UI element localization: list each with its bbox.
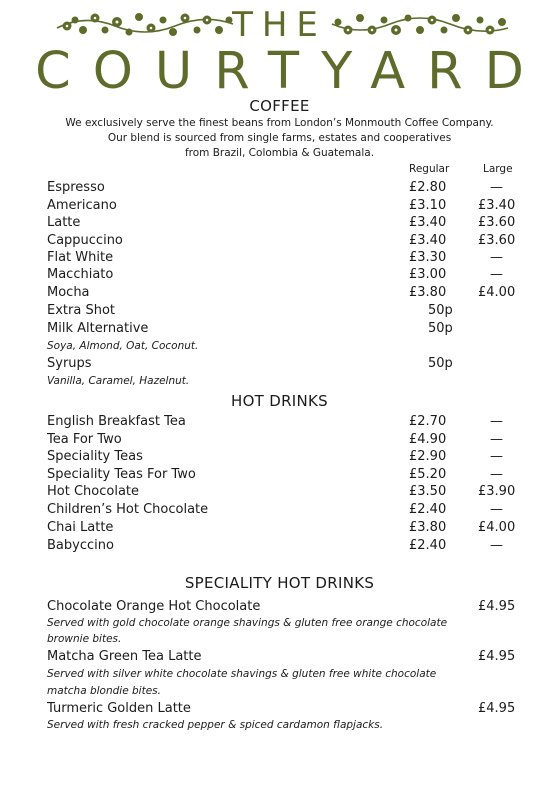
price-large: £3.40 (478, 198, 516, 213)
menu-item-name: Speciality Teas (47, 449, 143, 464)
price-regular: 50p (428, 356, 453, 371)
price-large: — (490, 414, 503, 429)
speciality-price: £4.95 (478, 701, 516, 716)
speciality-item-name: Matcha Green Tea Latte (47, 649, 202, 664)
menu-item-name: Latte (47, 215, 81, 230)
price-regular: £2.90 (409, 449, 447, 464)
menu-item-name: Tea For Two (47, 432, 122, 447)
price-regular: 50p (428, 321, 453, 336)
coffee-intro-line: We exclusively serve the finest beans from London’s Monmouth Coffee Company. (65, 117, 494, 129)
price-large: — (490, 432, 503, 447)
price-regular: £3.80 (409, 520, 447, 535)
price-regular: £2.70 (409, 414, 447, 429)
price-regular: 50p (428, 303, 453, 318)
menu-item-name: English Breakfast Tea (47, 414, 186, 429)
price-large: £4.00 (478, 285, 516, 300)
menu-item-name: Extra Shot (47, 303, 115, 318)
menu-item-name: Chai Latte (47, 520, 114, 535)
menu-item-name: Flat White (47, 250, 114, 265)
price-regular: £3.40 (409, 215, 447, 230)
coffee-intro-line: Our blend is sourced from single farms, estates and cooperatives (107, 132, 452, 144)
menu-item-name: Milk Alternative (47, 321, 149, 336)
price-regular: £4.90 (409, 432, 447, 447)
price-large: £3.90 (478, 484, 516, 499)
speciality-item-name: Turmeric Golden Latte (47, 701, 191, 716)
speciality-description: Served with fresh cracked pepper & spiced cardamon flapjacks. (47, 719, 384, 731)
price-regular: £3.80 (409, 285, 447, 300)
speciality-description: Served with gold chocolate orange shavings & gluten free orange chocolate (47, 617, 448, 629)
price-large: — (490, 502, 503, 517)
section-title-hot-drinks: HOT DRINKS (231, 392, 328, 410)
price-regular: £2.80 (409, 180, 447, 195)
speciality-description: Served with silver white chocolate shavings & gluten free white chocolate (47, 668, 437, 680)
price-large: £3.60 (478, 233, 516, 248)
price-large: £3.60 (478, 215, 516, 230)
brand-top-word: THE (232, 5, 327, 45)
menu-item-name: Hot Chocolate (47, 484, 140, 499)
price-regular: £3.10 (409, 198, 447, 213)
price-regular: £2.40 (409, 538, 447, 553)
coffee-intro-line: from Brazil, Colombia & Guatemala. (184, 147, 375, 159)
price-large: — (490, 449, 503, 464)
price-large: — (490, 250, 503, 265)
price-regular: £5.20 (409, 467, 447, 482)
menu-item-name: Americano (47, 198, 117, 213)
speciality-price: £4.95 (478, 599, 516, 614)
speciality-item-name: Chocolate Orange Hot Chocolate (47, 599, 261, 614)
price-regular: £2.40 (409, 502, 447, 517)
column-header-regular: Regular (409, 163, 450, 175)
price-regular: £3.00 (409, 267, 447, 282)
price-large: — (490, 467, 503, 482)
menu-item-name: Babyccino (47, 538, 114, 553)
menu-item-name: Macchiato (47, 267, 114, 282)
price-regular: £3.30 (409, 250, 447, 265)
speciality-description: matcha blondie bites. (47, 685, 161, 697)
menu-item-name: Speciality Teas For Two (47, 467, 196, 482)
speciality-description: brownie bites. (47, 633, 122, 645)
price-large: £4.00 (478, 520, 516, 535)
floral-vine-right (330, 8, 510, 42)
menu-item-name: Children’s Hot Chocolate (47, 502, 209, 517)
menu-item-name: Espresso (47, 180, 105, 195)
price-regular: £3.50 (409, 484, 447, 499)
menu-item-note: Soya, Almond, Oat, Coconut. (47, 340, 199, 352)
price-regular: £3.40 (409, 233, 447, 248)
brand-main-word: COURTYARD (35, 42, 546, 101)
price-large: — (490, 267, 503, 282)
section-title-coffee: COFFEE (249, 97, 310, 115)
menu-item-name: Cappuccino (47, 233, 123, 248)
price-large: — (490, 538, 503, 553)
menu-item-name: Syrups (47, 356, 92, 371)
price-large: — (490, 180, 503, 195)
menu-item-note: Vanilla, Caramel, Hazelnut. (47, 375, 190, 387)
menu-item-name: Mocha (47, 285, 90, 300)
column-header-large: Large (483, 163, 513, 175)
section-title-speciality: SPECIALITY HOT DRINKS (184, 574, 375, 592)
speciality-price: £4.95 (478, 649, 516, 664)
